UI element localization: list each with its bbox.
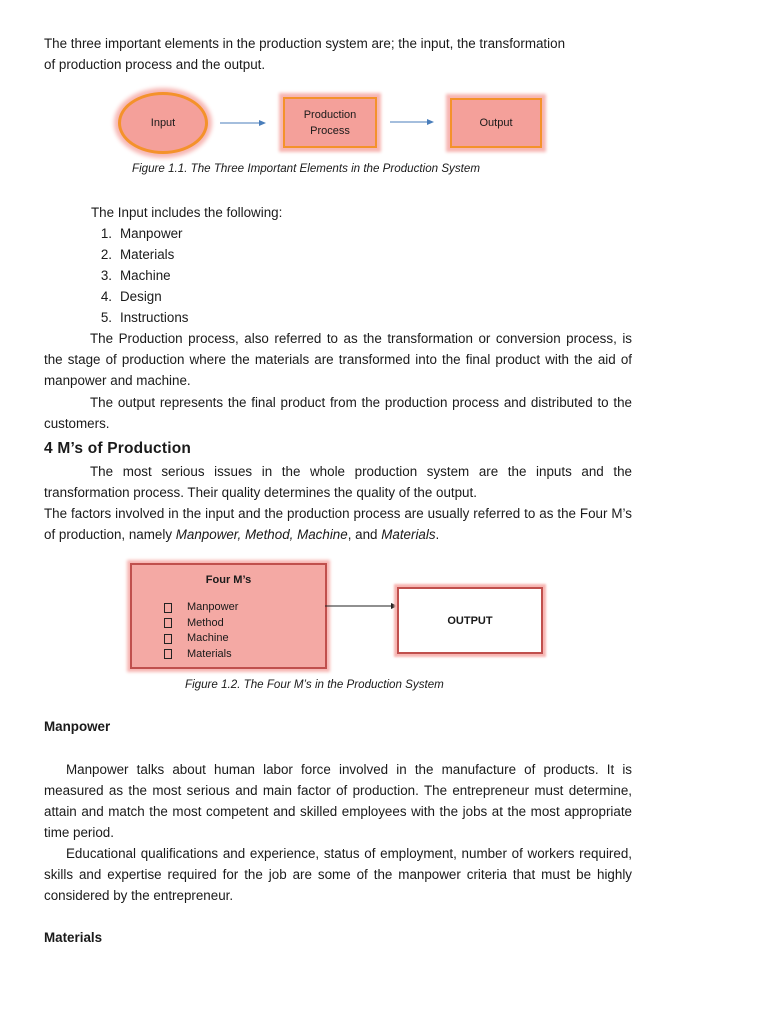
figure-2-caption: Figure 1.2. The Four M’s in the Production System: [185, 678, 444, 691]
four-ms-box: [130, 563, 327, 669]
four-ms-list-item: [164, 616, 238, 632]
list-item-label: Manpower: [120, 226, 183, 241]
arrow-icon: [323, 601, 401, 611]
input-list-item: [90, 223, 188, 244]
figure-four-ms: [0, 560, 768, 670]
input-list-item: [90, 307, 188, 328]
four-ms-paragraph-2-start: The factors involved in the input and the production process are usually referred to as the Four M’s of production, namely: [44, 506, 632, 542]
list-number: 2.: [100, 247, 112, 262]
four-ms-paragraph-2-end: .: [435, 527, 440, 542]
four-ms-paragraph-1: The most serious issues in the whole production system are the inputs and the transformation process. Their quality determines the quality of the output.: [44, 464, 632, 500]
arrow-icon: [218, 118, 268, 128]
four-ms-paragraph-2: [44, 503, 632, 545]
manpower-paragraph-2: Educational qualifications and experience, status of employment, number of workers required, skills and expertise required for the job are some of the manpower criteria that must be highly considered by the entrepreneur.: [44, 846, 632, 903]
process-paragraph: The Production process, also referred to as the transformation or conversion process, is the stage of production where the materials are transformed into the final product with the aid of manpower and machine.: [44, 331, 632, 388]
four-ms-item-label: Method: [187, 616, 224, 629]
bullet-icon: [164, 603, 172, 613]
input-list-item: [90, 265, 188, 286]
list-number: 1.: [100, 226, 112, 241]
input-list-item: [90, 244, 188, 265]
input-node: [118, 92, 208, 154]
list-number: 5.: [100, 310, 112, 325]
bullet-icon: [164, 618, 172, 628]
list-number: 3.: [100, 268, 112, 283]
process-node: [283, 97, 377, 148]
figure-1-caption: Figure 1.1. The Three Important Elements in the Production System: [132, 162, 480, 175]
four-ms-list-item: [164, 631, 238, 647]
manpower-paragraph-1: Manpower talks about human labor force involved in the manufacture of products. It is measured as the most serious and main factor of production. The entrepreneur must determine, attain and match the most competent and skilled employees with the jobs at the most appropriate time period.: [44, 762, 632, 840]
intro-line-2: of production process and the output.: [44, 57, 266, 72]
figure-production-elements: [0, 88, 768, 158]
four-ms-item-label: Materials: [187, 647, 232, 660]
bullet-icon: [164, 649, 172, 659]
output-node: [450, 98, 542, 148]
four-ms-box-title: Four M’s: [205, 574, 252, 586]
four-ms-list: [164, 600, 238, 662]
input-list: [90, 223, 188, 328]
intro-paragraph: [44, 33, 632, 75]
four-ms-item-label: Machine: [187, 632, 229, 644]
output-paragraph: The output represents the final product from the production process and distributed to the customers.: [44, 395, 632, 431]
output-box-label: OUTPUT: [447, 614, 493, 627]
process-node-label: Production Process: [303, 108, 357, 137]
four-ms-italic-1: Manpower, Method, Machine: [175, 527, 348, 542]
four-ms-list-item: [164, 600, 238, 616]
input-list-item: [90, 286, 188, 307]
four-ms-italic-2: Materials: [381, 527, 436, 542]
list-item-label: Machine: [120, 268, 171, 283]
list-item-label: Instructions: [120, 310, 189, 325]
four-ms-list-item: [164, 647, 238, 663]
subheading-manpower: Manpower: [44, 719, 111, 734]
output-node-label: Output: [479, 117, 513, 129]
arrow-icon: [388, 117, 438, 127]
input-node-label: Input: [150, 117, 176, 129]
list-number: 4.: [100, 289, 112, 304]
list-item-label: Design: [120, 289, 162, 304]
output-box: [397, 587, 543, 654]
bullet-icon: [164, 634, 172, 644]
four-ms-item-label: Manpower: [187, 601, 239, 613]
section-heading-four-ms: 4 M’s of Production: [44, 440, 192, 457]
four-ms-paragraph-2-mid: , and: [347, 527, 382, 542]
input-lead: The Input includes the following:: [91, 205, 283, 220]
list-item-label: Materials: [120, 247, 175, 262]
subheading-materials: Materials: [44, 930, 103, 945]
intro-line-1: The three important elements in the production system are; the input, the transformation: [44, 36, 566, 51]
